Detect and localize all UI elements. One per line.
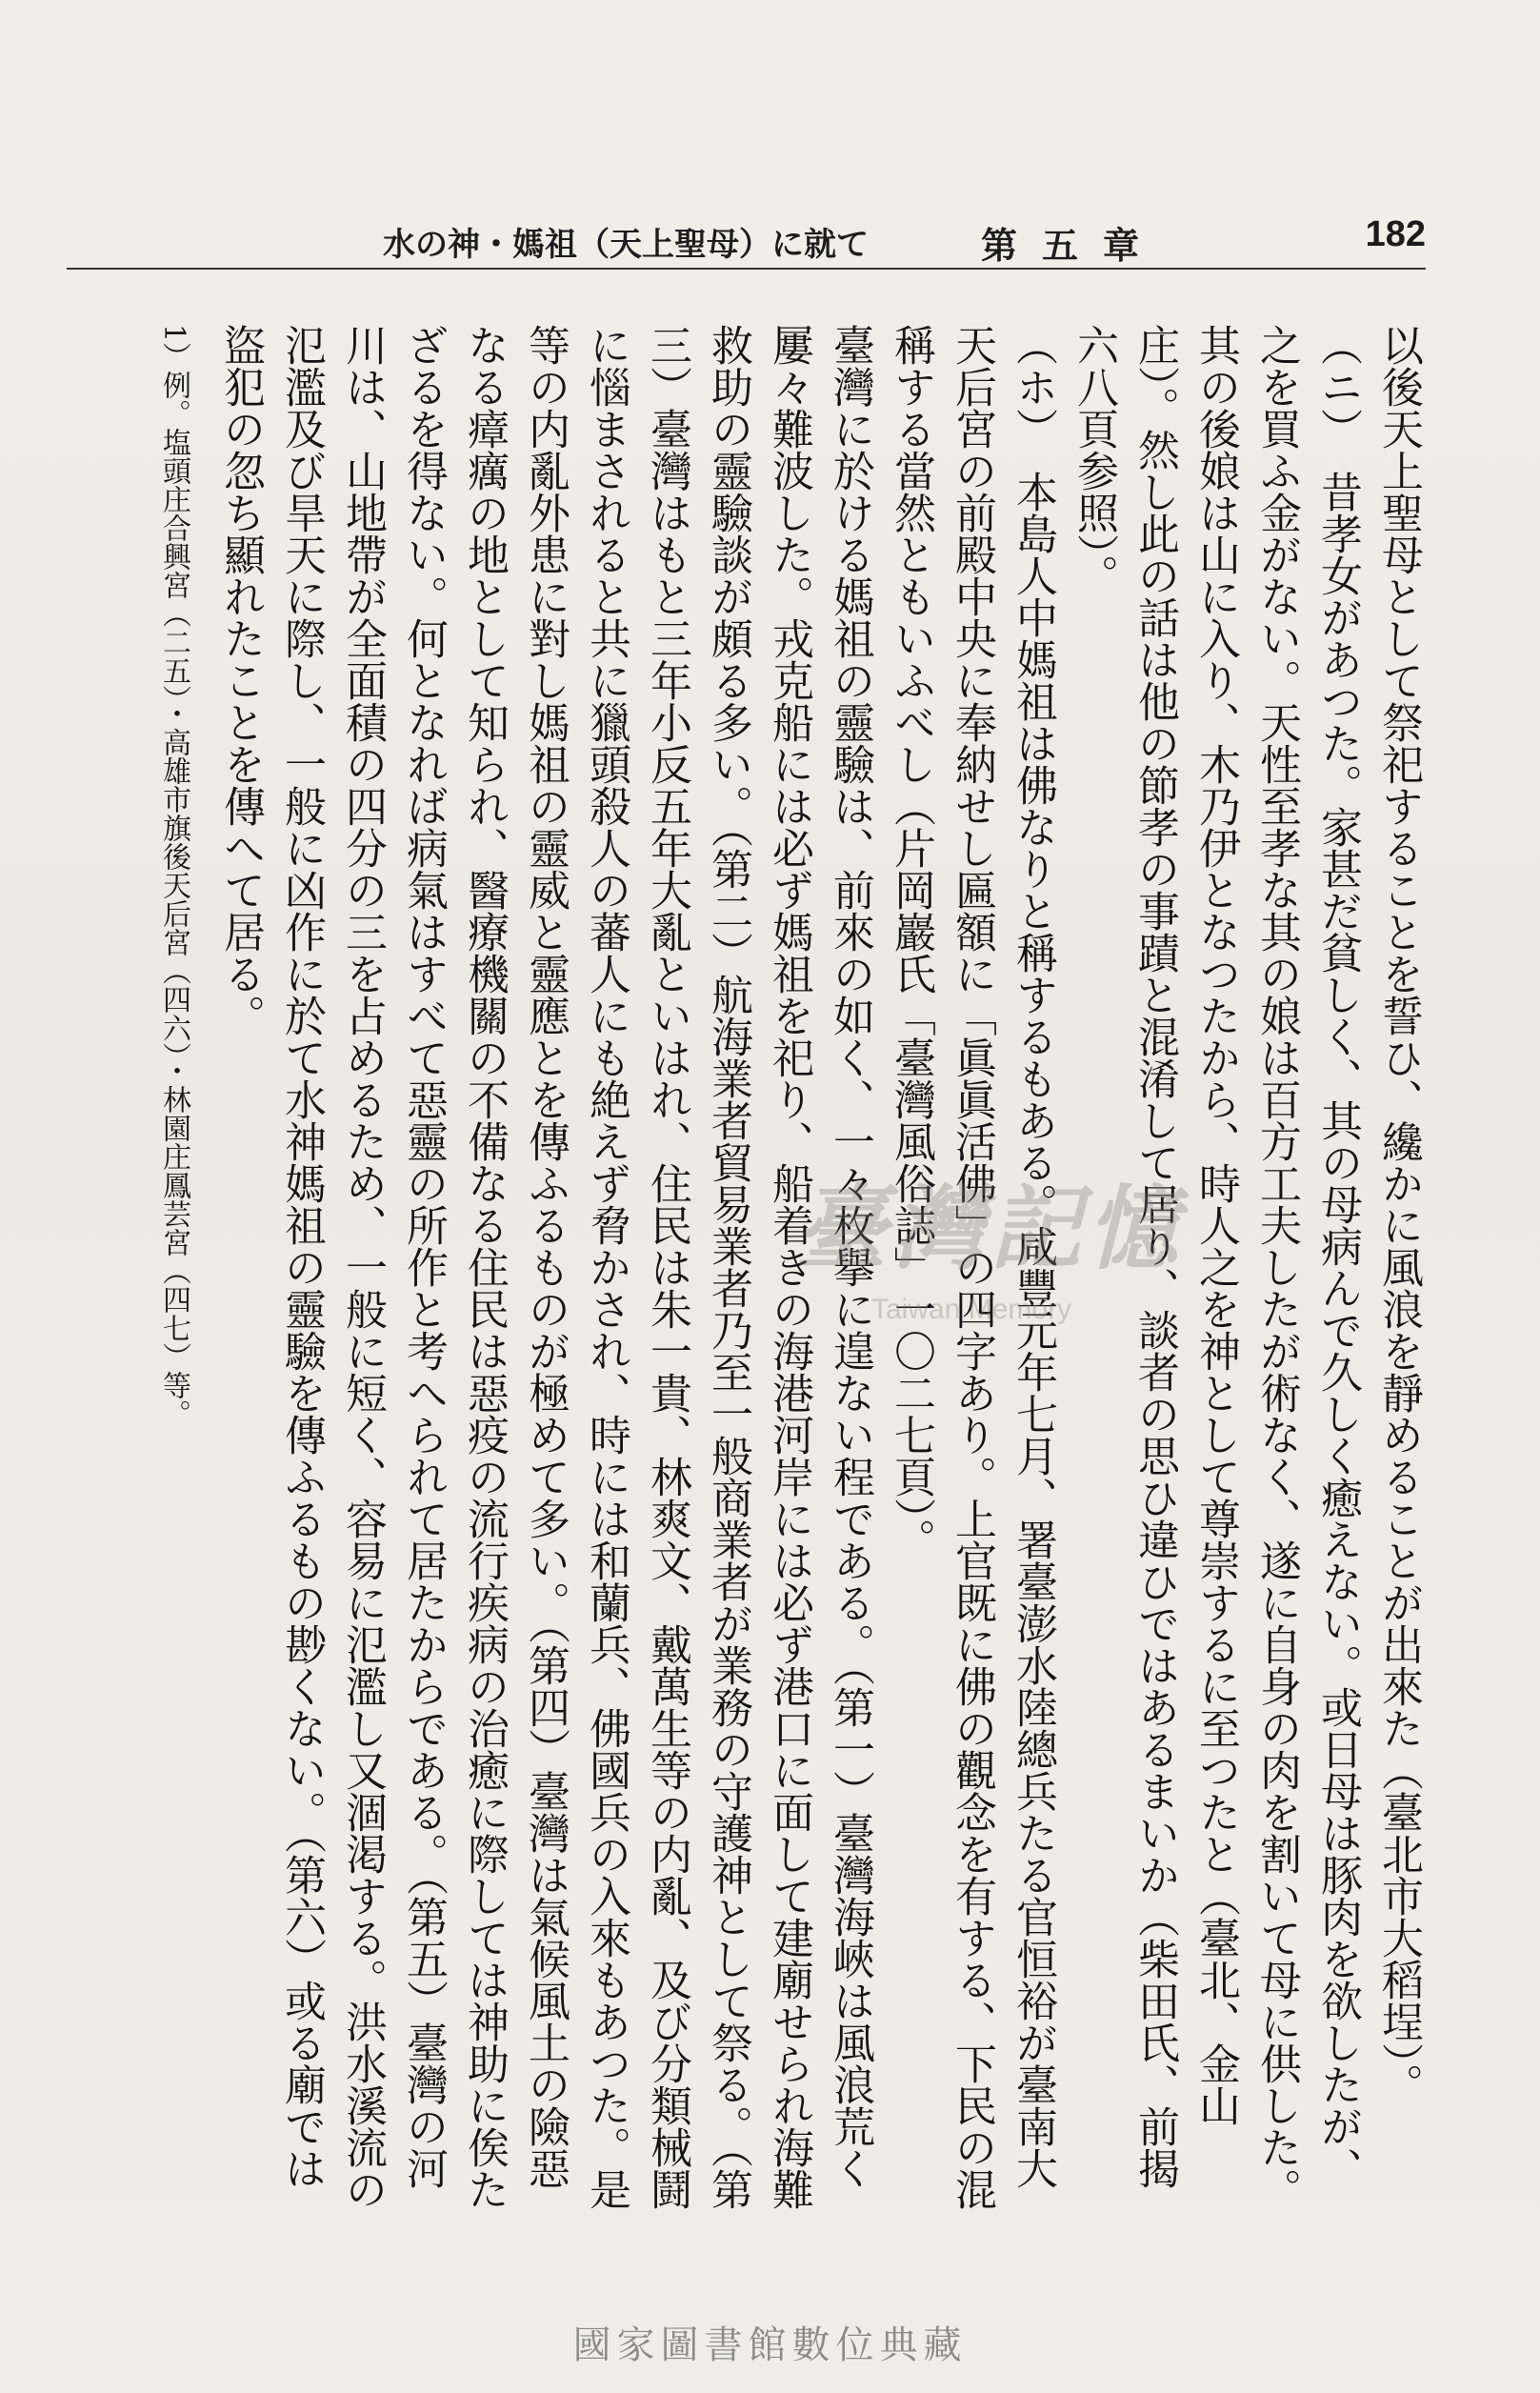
paragraph-ni: （ニ） 昔孝女があつた。家甚だ貧しく、其の母病んで久しく癒えない。或日母は豚肉を欲したが、之を買ふ金がない。天性至孝な其の娘は百方工夫したが術なく、遂に自身の肉を割いて母に供した。其の後娘は山に入り、木乃伊となつたから、時人之を神として尊崇するに至つたと（臺北、金山庄）。然し此の話は他の節孝の事蹟と混淆して居り、談者の思ひ違ひではあるまいか（柴田氏、前揭六八頁参照）。 [1070, 324, 1362, 2210]
paragraph-continuation: 以後天上聖母として祭祀することを誓ひ、纔かに風浪を靜めることが出來た（臺北市大稻埕）。 [1374, 324, 1423, 2105]
chapter-label: 第五章 [980, 224, 1164, 267]
vertical-text-body [105, 324, 1429, 2210]
paragraph-ho: （ホ） 本島人中媽祖は佛なりと稱するもある。咸豐元年七月、署臺澎水陸總兵たる官恒裕が臺南大天后宮の前殿中央に奉納せし匾額に「眞眞活佛」の四字あり。上官既に佛の觀念を有する、下民の混稱する當然ともいふべし（片岡巖氏「臺灣風俗誌」一〇二七頁）。 [887, 324, 1057, 2210]
watermark-subtitle: Taiwan Memory [871, 1294, 1072, 1325]
source-footer: 國家圖書館數位典藏 [572, 2323, 968, 2367]
running-header [67, 214, 1426, 271]
page-number: 182 [1365, 214, 1426, 254]
header-rule [67, 268, 1426, 270]
running-title: 水の神・媽祖（天上聖母）に就て [383, 226, 869, 264]
paragraph-miracles: 臺灣に於ける媽祖の靈驗は、前來の如く、一々枚擧に遑ない程である。（第一）臺灣海峽は風浪荒く屢々難波した。戎克船には必ず媽祖を祀り、船着きの海港河岸には必ず港口に面して建廟せられ海難救助の靈驗談が頗る多い。（第二）航海業者貿易業者乃至一般商業者が業務の守護神として祭る。（第三）臺灣はもと三年小反五年大亂といはれ、住民は朱一貴、林爽文、戴萬生等の内亂、及び分類械鬪に惱まされると共に獵頭殺人の蕃人にも絶えず脅かされ、時には和蘭兵、佛國兵の入來もあつた。是等の内亂外患に對し媽祖の靈威と靈應とを傳ふるものが極めて多い。（第四）臺灣は氣候風土の險惡なる瘴癘の地として知られ、醫療機關の不備なる住民は惡疫の流行疾病の治癒に際しては神助に俟たざるを得ない。何となれば病氣はすべて惡靈の所作と考へられて居たからである。（第五）臺灣の河川は、山地帶が全面積の四分の三を占めるため、一般に短く、容易に氾濫し又涸渇する。洪水溪流の氾濫及び旱天に際し、一般に凶作に於て水神媽祖の靈驗を傳ふるもの尠くない。（第六）或る廟では盜犯の忽ち顯れたことを傳へて居る。 [216, 324, 874, 2210]
watermark-title: 臺灣記憶 [795, 1175, 1184, 1282]
footnote: 1）例。塩頭庄合興宮（二五）・高雄市旗後天后宮（四六）・林園庄鳳芸宮（四七）等。 [157, 324, 190, 1429]
